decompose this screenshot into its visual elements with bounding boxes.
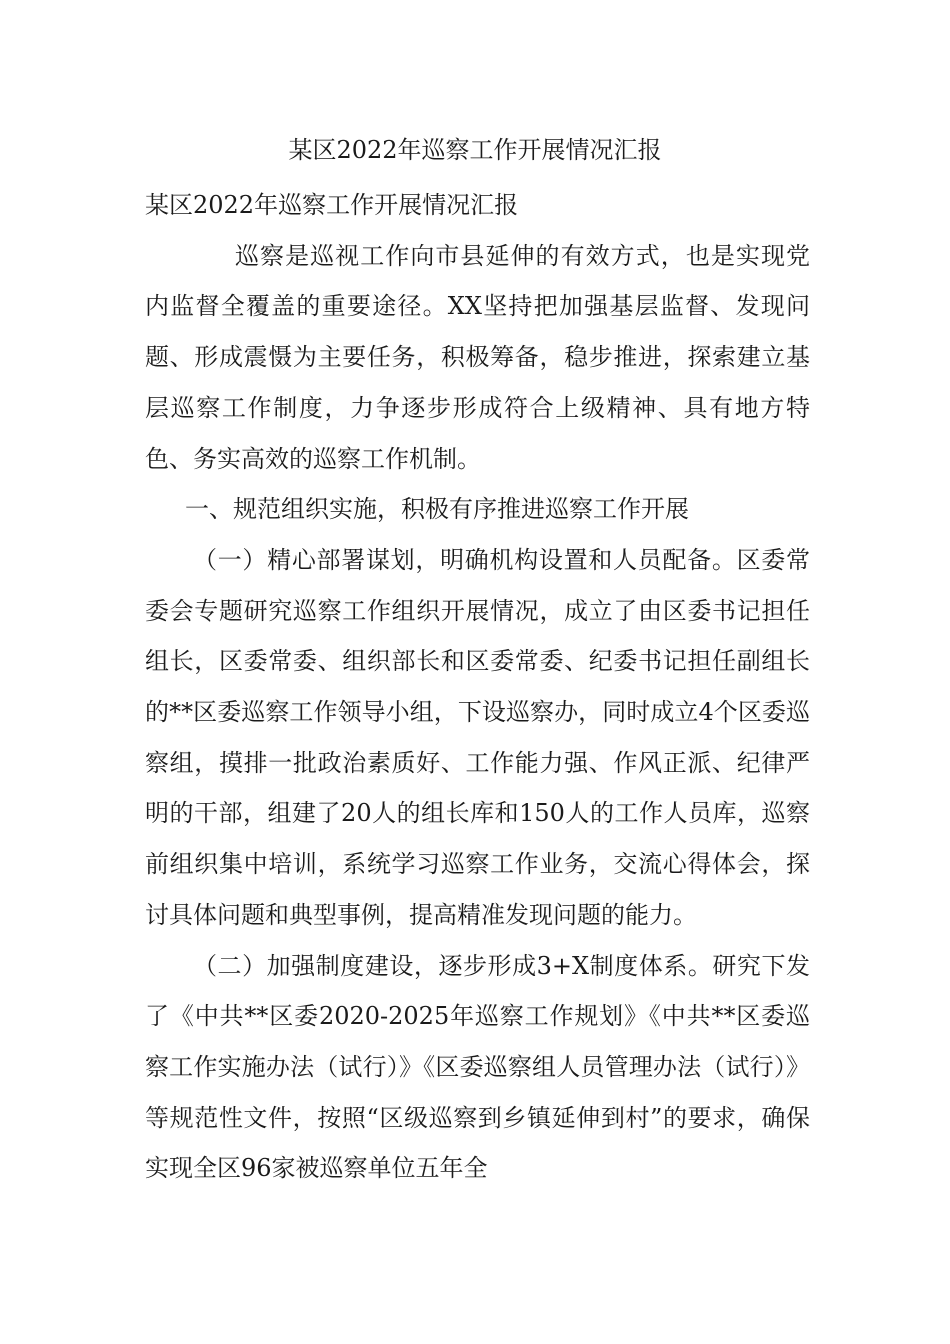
document-body [145,180,810,1194]
section-heading: 一、规范组织实施，积极有序推进巡察工作开展 [185,495,689,524]
body-paragraph: （一）精心部署谋划，明确机构设置和人员配备。区委常委会专题研究巡察工作组织开展情况，成立了由区委书记担任组长，区委常委、组织部长和区委常委、纪委书记担任副组长的**区委巡察工作领导小组，下设巡察办，同时成立4个区委巡察组，摸排一批政治素质好、工作能力强、作风正派、纪律严明的干部，组建了20人的组长库和150人的工作人员库，巡察前组织集中培训，系统学习巡察工作业务，交流心得体会，探讨具体问题和典型事例，提高精准发现问题的能力。 [145,545,810,929]
intro-paragraph: 巡察是巡视工作向市县延伸的有效方式，也是实现党内监督全覆盖的重要途径。XX坚持把加强基层监督、发现问题、形成震慑为主要任务，积极筹备，稳步推进，探索建立基层巡察工作制度，力争逐步形成符合上级精神、具有地方特色、务实高效的巡察工作机制。 [145,241,810,473]
body-paragraph: （二）加强制度建设，逐步形成3+X制度体系。研究下发了《中共**区委2020-2025年巡察工作规划》《中共**区委巡察工作实施办法（试行）》《区委巡察组人员管理办法（试行）》等规范性文件，按照“区级巡察到乡镇延伸到村”的要求，确保实现全区96家被巡察单位五年全 [145,951,810,1183]
document-subtitle: 某区2022年巡察工作开展情况汇报 [145,191,519,219]
document-title: 某区2022年巡察工作开展情况汇报 [288,136,662,164]
